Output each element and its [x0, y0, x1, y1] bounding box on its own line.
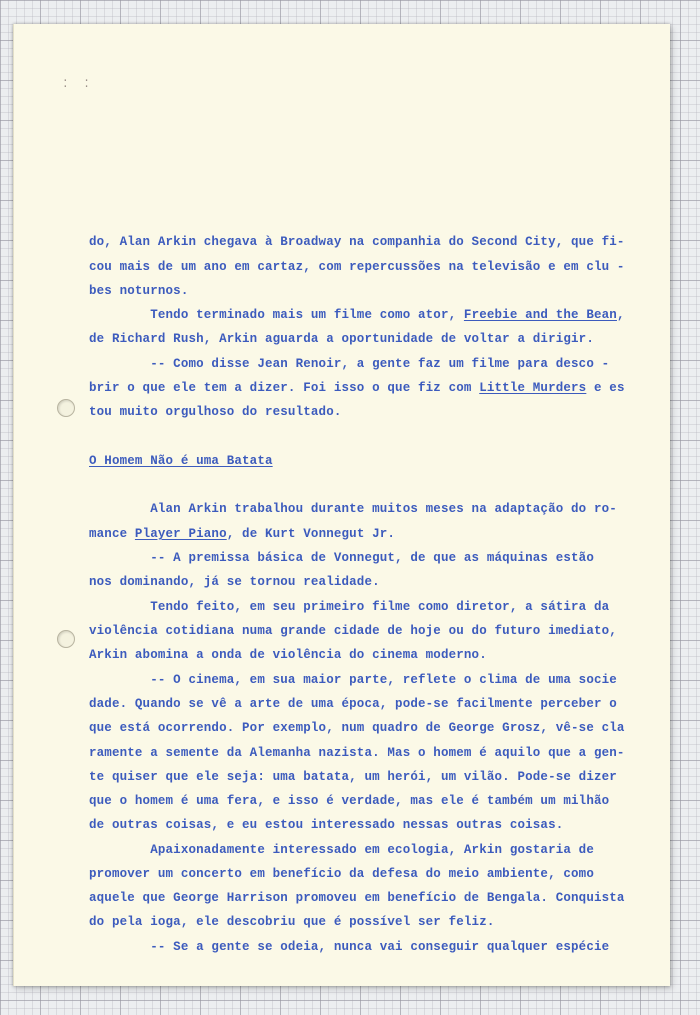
- underlined-title: Player Piano: [134, 527, 227, 541]
- text-line: [89, 235, 625, 249]
- line-text: -- Como disse Jean Renoir, a gente faz um filme para desco -: [89, 357, 610, 371]
- text-line: [89, 794, 609, 808]
- line-text: tou muito orgulhoso do resultado.: [89, 405, 342, 419]
- line-text: Tendo terminado mais um filme como ator,: [89, 308, 464, 322]
- line-text: -- Se a gente se odeia, nunca vai conseguir qualquer espécie: [89, 940, 610, 954]
- line-text: aquele que George Harrison promoveu em benefício de Bengala. Conquista: [89, 891, 625, 905]
- text-line: [89, 624, 617, 638]
- text-line: [89, 551, 594, 565]
- line-text: do pela ioga, ele descobriu que é possível ser feliz.: [89, 915, 495, 929]
- line-text: Alan Arkin trabalhou durante muitos meses na adaptação do ro-: [89, 502, 617, 516]
- line-text: ,: [616, 308, 625, 322]
- text-line: [89, 770, 617, 784]
- line-text: que o homem é uma fera, e isso é verdade, mas ele é também um milhão: [89, 794, 610, 808]
- text-line: [89, 940, 609, 954]
- line-text: de outras coisas, e eu estou interessado nessas outras coisas.: [89, 818, 564, 832]
- text-line: [89, 697, 617, 711]
- text-line: [89, 891, 625, 905]
- line-text: de Richard Rush, Arkin aguarda a oportunidade de voltar a dirigir.: [89, 332, 594, 346]
- line-text: -- O cinema, em sua maior parte, reflete o clima de uma socie: [89, 673, 617, 687]
- line-text: mance: [89, 527, 135, 541]
- line-text: cou mais de um ano em cartaz, com repercussões na televisão e em clu -: [89, 260, 625, 274]
- text-line: [89, 746, 625, 760]
- binder-hole-top: [57, 399, 75, 417]
- text-line: [89, 818, 563, 832]
- line-text: ramente a semente da Alemanha nazista. Mas o homem é aquilo que a gen-: [89, 746, 625, 760]
- underlined-title: Freebie and the Bean: [463, 308, 617, 322]
- line-text: violência cotidiana numa grande cidade de hoje ou do futuro imediato,: [89, 624, 617, 638]
- line-text: brir o que ele tem a dizer. Foi isso o que fiz com: [89, 381, 480, 395]
- line-text: que está ocorrendo. Por exemplo, num quadro de George Grosz, vê-se cla: [89, 721, 625, 735]
- line-text: -- A premissa básica de Vonnegut, de que as máquinas estão: [89, 551, 594, 565]
- line-text: bes noturnos.: [89, 284, 189, 298]
- line-text: promover um concerto em benefício da defesa do meio ambiente, como: [89, 867, 594, 881]
- text-line: [89, 527, 395, 541]
- text-line: [89, 332, 594, 346]
- text-line: [89, 260, 625, 274]
- margin-dots: . . . .: [62, 73, 94, 91]
- line-text: , de Kurt Vonnegut Jr.: [226, 527, 396, 541]
- text-line: [89, 357, 609, 371]
- text-line: [89, 915, 495, 929]
- line-text: Apaixonadamente interessado em ecologia, Arkin gostaria de: [89, 843, 594, 857]
- binder-hole-bottom: [57, 630, 75, 648]
- line-text: Arkin abomina a onda de violência do cinema moderno.: [89, 648, 487, 662]
- text-line: [89, 381, 625, 395]
- line-text: dade. Quando se vê a arte de uma época, pode-se facilmente perceber o: [89, 697, 617, 711]
- underlined-title: O Homem Não é uma Batata: [89, 454, 273, 468]
- line-text: te quiser que ele seja: uma batata, um herói, um vilão. Pode-se dizer: [89, 770, 617, 784]
- text-line: [89, 673, 617, 687]
- line-text: do, Alan Arkin chegava à Broadway na companhia do Second City, que fi-: [89, 235, 625, 249]
- text-line: [89, 867, 594, 881]
- text-line: [89, 454, 273, 468]
- text-line: [89, 502, 617, 516]
- line-text: Tendo feito, em seu primeiro filme como diretor, a sátira da: [89, 600, 610, 614]
- line-text: nos dominando, já se tornou realidade.: [89, 575, 380, 589]
- text-line: [89, 284, 188, 298]
- text-line: [89, 600, 609, 614]
- underlined-title: Little Murders: [479, 381, 587, 395]
- text-line: [89, 721, 625, 735]
- text-line: [89, 308, 625, 322]
- text-line: [89, 648, 487, 662]
- line-text: e es: [586, 381, 625, 395]
- text-line: [89, 405, 342, 419]
- typewritten-page: [13, 24, 670, 986]
- text-line: [89, 843, 594, 857]
- text-line: [89, 575, 380, 589]
